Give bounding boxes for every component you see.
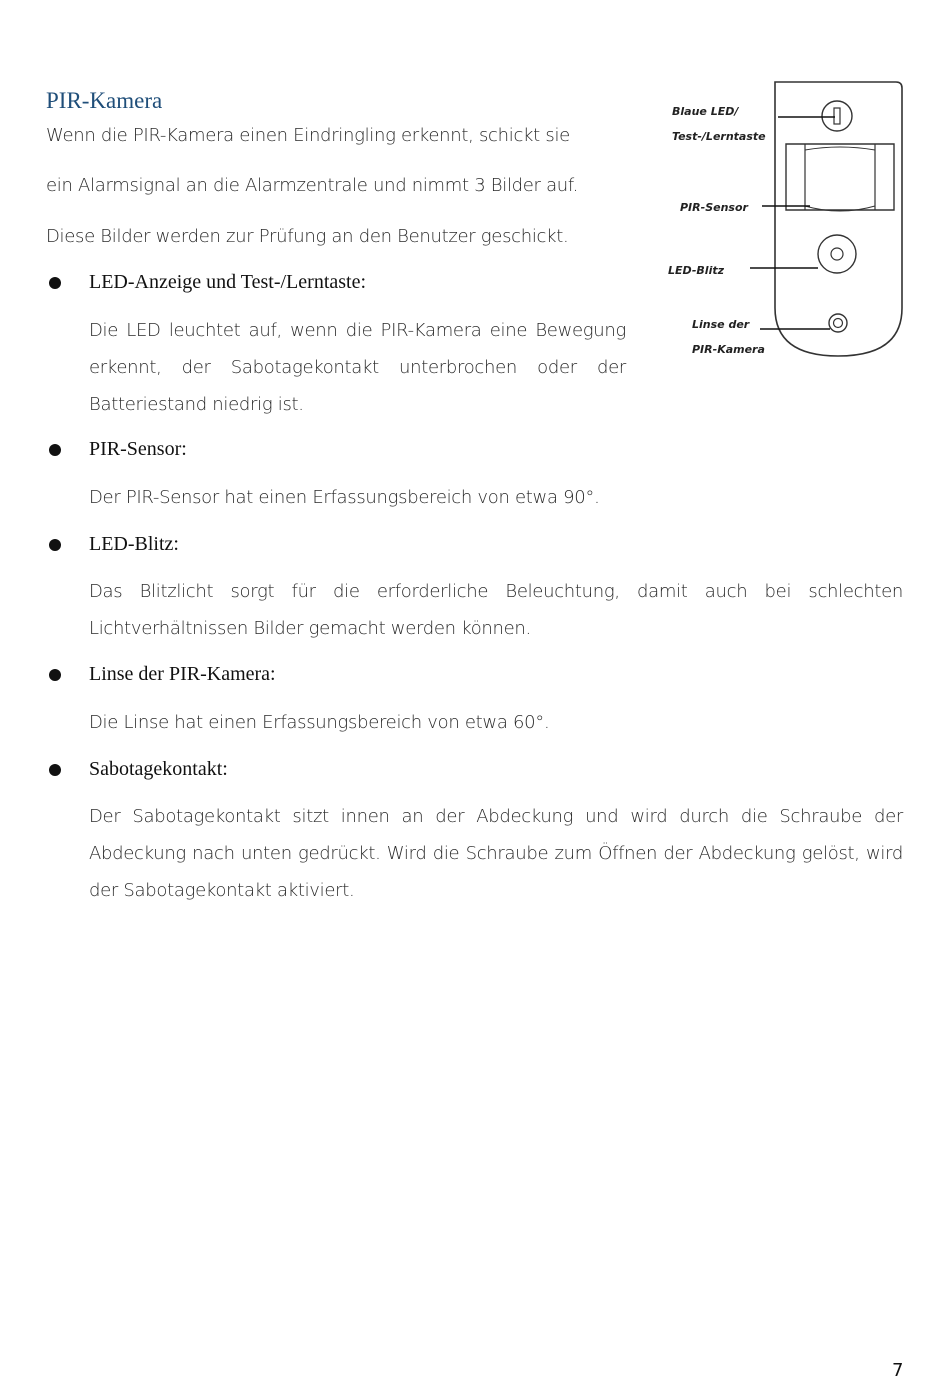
label-led-2: Test-/Lerntaste	[672, 130, 766, 143]
label-lens: Linse der	[692, 318, 750, 331]
intro-line-3: Diese Bilder werden zur Prüfung an den Benutzer geschickt.	[46, 226, 569, 247]
pir-sensor-window	[786, 144, 894, 210]
bullet-dot	[49, 669, 61, 681]
bullet-heading-led: LED-Anzeige und Test-/Lerntaste:	[89, 271, 367, 293]
bullet-text-lens	[89, 704, 903, 741]
bullet-dot	[49, 539, 61, 551]
bullet-text-tamper	[89, 798, 903, 909]
bullet-heading-sensor: PIR-Sensor:	[89, 438, 187, 460]
bullet-heading-lens: Linse der PIR-Kamera:	[89, 663, 276, 685]
bullet-dot	[49, 277, 61, 289]
bullet-heading-tamper: Sabotagekontakt:	[89, 758, 228, 780]
intro-line-1: Wenn die PIR-Kamera einen Eindringling erkennt, schickt sie	[46, 125, 570, 146]
led-button	[822, 101, 852, 131]
text-line: Der PIR-Sensor hat einen Erfassungsbereich von etwa 90°.	[89, 487, 600, 508]
text-line: Lichtverhältnissen Bilder gemacht werden können.	[89, 618, 531, 639]
bullet-text-flash	[89, 573, 903, 647]
text-line: Abdeckung nach unten gedrückt. Wird die Schraube zum Öffnen der Abdeckung gelöst, wird	[89, 843, 903, 864]
page-number: 7	[892, 1360, 904, 1381]
text-line: der Sabotagekontakt aktiviert.	[89, 880, 355, 901]
text-line: Batteriestand niedrig ist.	[89, 394, 304, 415]
label-led: Blaue LED/	[672, 105, 739, 118]
label-sensor: PIR-Sensor	[680, 201, 748, 214]
text-line: Der Sabotagekontakt sitzt innen an der Abdeckung und wird durch die Schraube der	[89, 806, 903, 827]
label-lens-2: PIR-Kamera	[692, 343, 765, 356]
intro-line-2: ein Alarmsignal an die Alarmzentrale und nimmt 3 Bilder auf.	[46, 175, 579, 196]
bullet-dot	[49, 764, 61, 776]
label-flash: LED-Blitz	[668, 264, 725, 277]
led-flash	[818, 235, 856, 273]
camera-lens	[829, 314, 847, 332]
bullet-heading-flash: LED-Blitz:	[89, 533, 179, 555]
bullet-text-led	[89, 312, 626, 423]
text-line: Die LED leuchtet auf, wenn die PIR-Kamera eine Bewegung	[89, 320, 626, 341]
text-line: erkennt, der Sabotagekontakt unterbrochen oder der	[89, 357, 626, 378]
page-title: PIR-Kamera	[46, 88, 163, 113]
device-outline	[775, 82, 902, 356]
text-line: Das Blitzlicht sorgt für die erforderliche Beleuchtung, damit auch bei schlechten	[89, 581, 903, 602]
text-line: Die Linse hat einen Erfassungsbereich von etwa 60°.	[89, 712, 550, 733]
bullet-dot	[49, 444, 61, 456]
pir-camera-diagram	[660, 78, 910, 363]
led-indicator	[834, 108, 840, 124]
bullet-text-sensor	[89, 479, 903, 516]
